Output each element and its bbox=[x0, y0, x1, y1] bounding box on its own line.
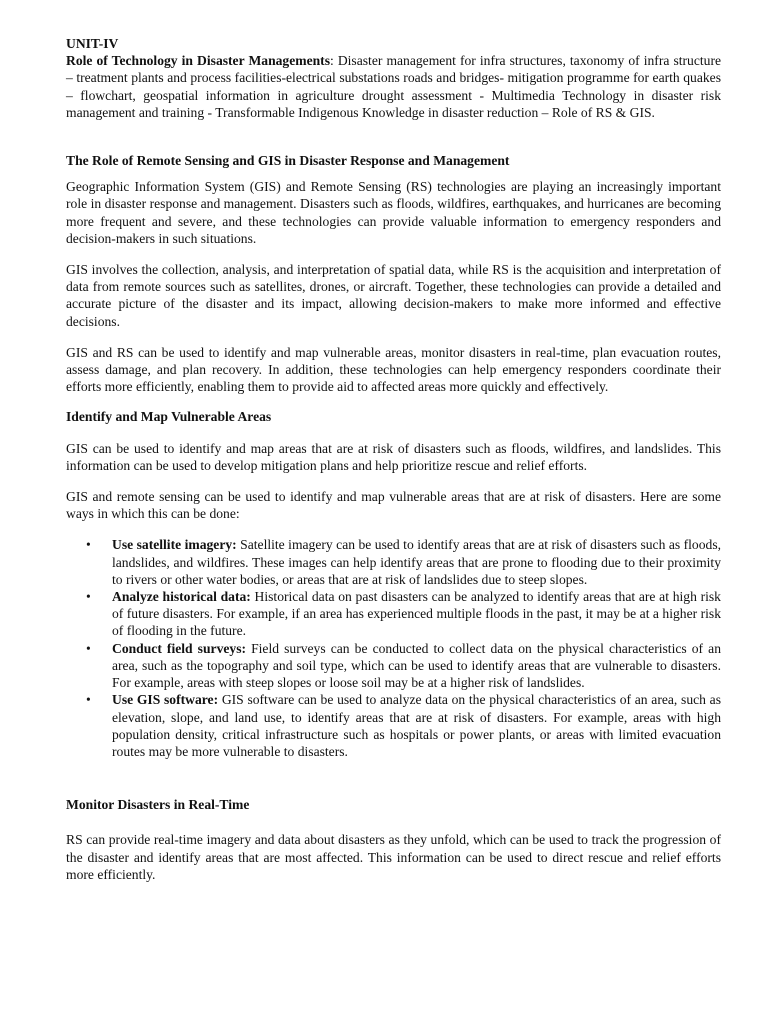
list-item-label: Conduct field surveys: bbox=[112, 640, 247, 656]
unit-topic-text: : Disaster management for infra structures, taxonomy of infra structure – treatment plants and process facilities-electrical substations roads and bridges- mitigation programme for earth quakes – flowchart, geospatial information in agriculture drought assessment - Multimedia Technology in disaster risk management and training - Transformable Indigenous Knowledge in disaster reduction – Role of RS & GIS. bbox=[66, 53, 722, 120]
unit-title: UNIT-IV bbox=[66, 36, 119, 51]
list-item bbox=[66, 640, 721, 692]
paragraph: GIS and RS can be used to identify and map vulnerable areas, monitor disasters in real-time, plan evacuation routes, assess damage, and plan recovery. In addition, these technologies can help emergency responders coordinate their efforts more efficiently, enabling them to provide aid to affected areas more quickly and effectively. bbox=[66, 344, 721, 395]
bullet-icon: • bbox=[86, 692, 91, 708]
bullet-icon: • bbox=[86, 589, 91, 605]
list-item-text: Field surveys can be conducted to collect data on the physical characteristics of an area, such as the topography and soil type, which can be used to identify areas that are vulnerable to disasters. For example, areas with steep slopes or loose soil may be at a higher risk of landslides. bbox=[112, 640, 721, 691]
paragraph: RS can provide real-time imagery and data about disasters as they unfold, which can be used to track the progression of the disaster and identify areas that are most affected. This information can be used to direct rescue and relief efforts more efficiently. bbox=[66, 832, 721, 882]
document-page bbox=[66, 35, 721, 883]
list-item-text: GIS software can be used to analyze data on the physical characteristics of an area, such as elevation, slope, and land use, to identify areas that are at risk of disasters. For example, areas with high population density, critical infrastructure such as hospitals or power plants, or areas with limited evacuation routes may be more vulnerable to disasters. bbox=[112, 692, 721, 759]
bullet-icon: • bbox=[86, 537, 91, 553]
list-item-label: Analyze historical data: bbox=[112, 589, 251, 605]
bullet-icon: • bbox=[86, 640, 91, 656]
list-item-label: Use GIS software: bbox=[112, 692, 219, 708]
paragraph: GIS can be used to identify and map areas that are at risk of disasters such as floods, wildfires, and landslides. This information can be used to develop mitigation plans and help prioritize rescue and relief efforts. bbox=[66, 440, 721, 473]
section-heading-monitor-real-time: Monitor Disasters in Real-Time bbox=[66, 797, 250, 813]
unit-topic-heading: Role of Technology in Disaster Managements bbox=[66, 53, 330, 69]
paragraph: GIS and remote sensing can be used to identify and map vulnerable areas that are at risk of disasters. Here are some ways in which this can be done: bbox=[66, 489, 721, 522]
list-item bbox=[66, 536, 721, 588]
paragraph: Geographic Information System (GIS) and Remote Sensing (RS) technologies are playing an increasingly important role in disaster response and management. Disasters such as floods, wildfires, earthquakes, and hurricanes are becoming more frequent and severe, and these technologies can provide valuable information to emergency responders and decision-makers in such situations. bbox=[66, 179, 721, 246]
list-item bbox=[66, 691, 721, 760]
bullet-list bbox=[66, 536, 721, 760]
list-item-label: Use satellite imagery: bbox=[112, 537, 237, 553]
paragraph: GIS involves the collection, analysis, and interpretation of spatial data, while RS is the acquisition and interpretation of data from remote sources such as satellites, drones, or aircraft. Together, these technologies can provide a detailed and accurate picture of the disaster and its impact, allowing decision-makers to make more informed and effective decisions. bbox=[66, 262, 721, 329]
unit-syllabus bbox=[66, 52, 721, 121]
list-item-text: Satellite imagery can be used to identify areas that are at risk of disasters such as floods, landslides, and wildfires. These images can help identify areas that are prone to flooding due to their proximity to rivers or other water bodies, or areas that are at risk of landslides due to steep slopes. bbox=[112, 537, 722, 587]
list-item bbox=[66, 588, 721, 640]
list-item-text: Historical data on past disasters can be analyzed to identify areas that are at high risk of future disasters. For example, if an area has experienced multiple floods in the past, it may be at a higher risk of flooding in the future. bbox=[112, 589, 721, 639]
section-heading-role-of-rs-gis: The Role of Remote Sensing and GIS in Disaster Response and Management bbox=[66, 153, 510, 169]
section-heading-vulnerable-areas: Identify and Map Vulnerable Areas bbox=[66, 409, 272, 425]
